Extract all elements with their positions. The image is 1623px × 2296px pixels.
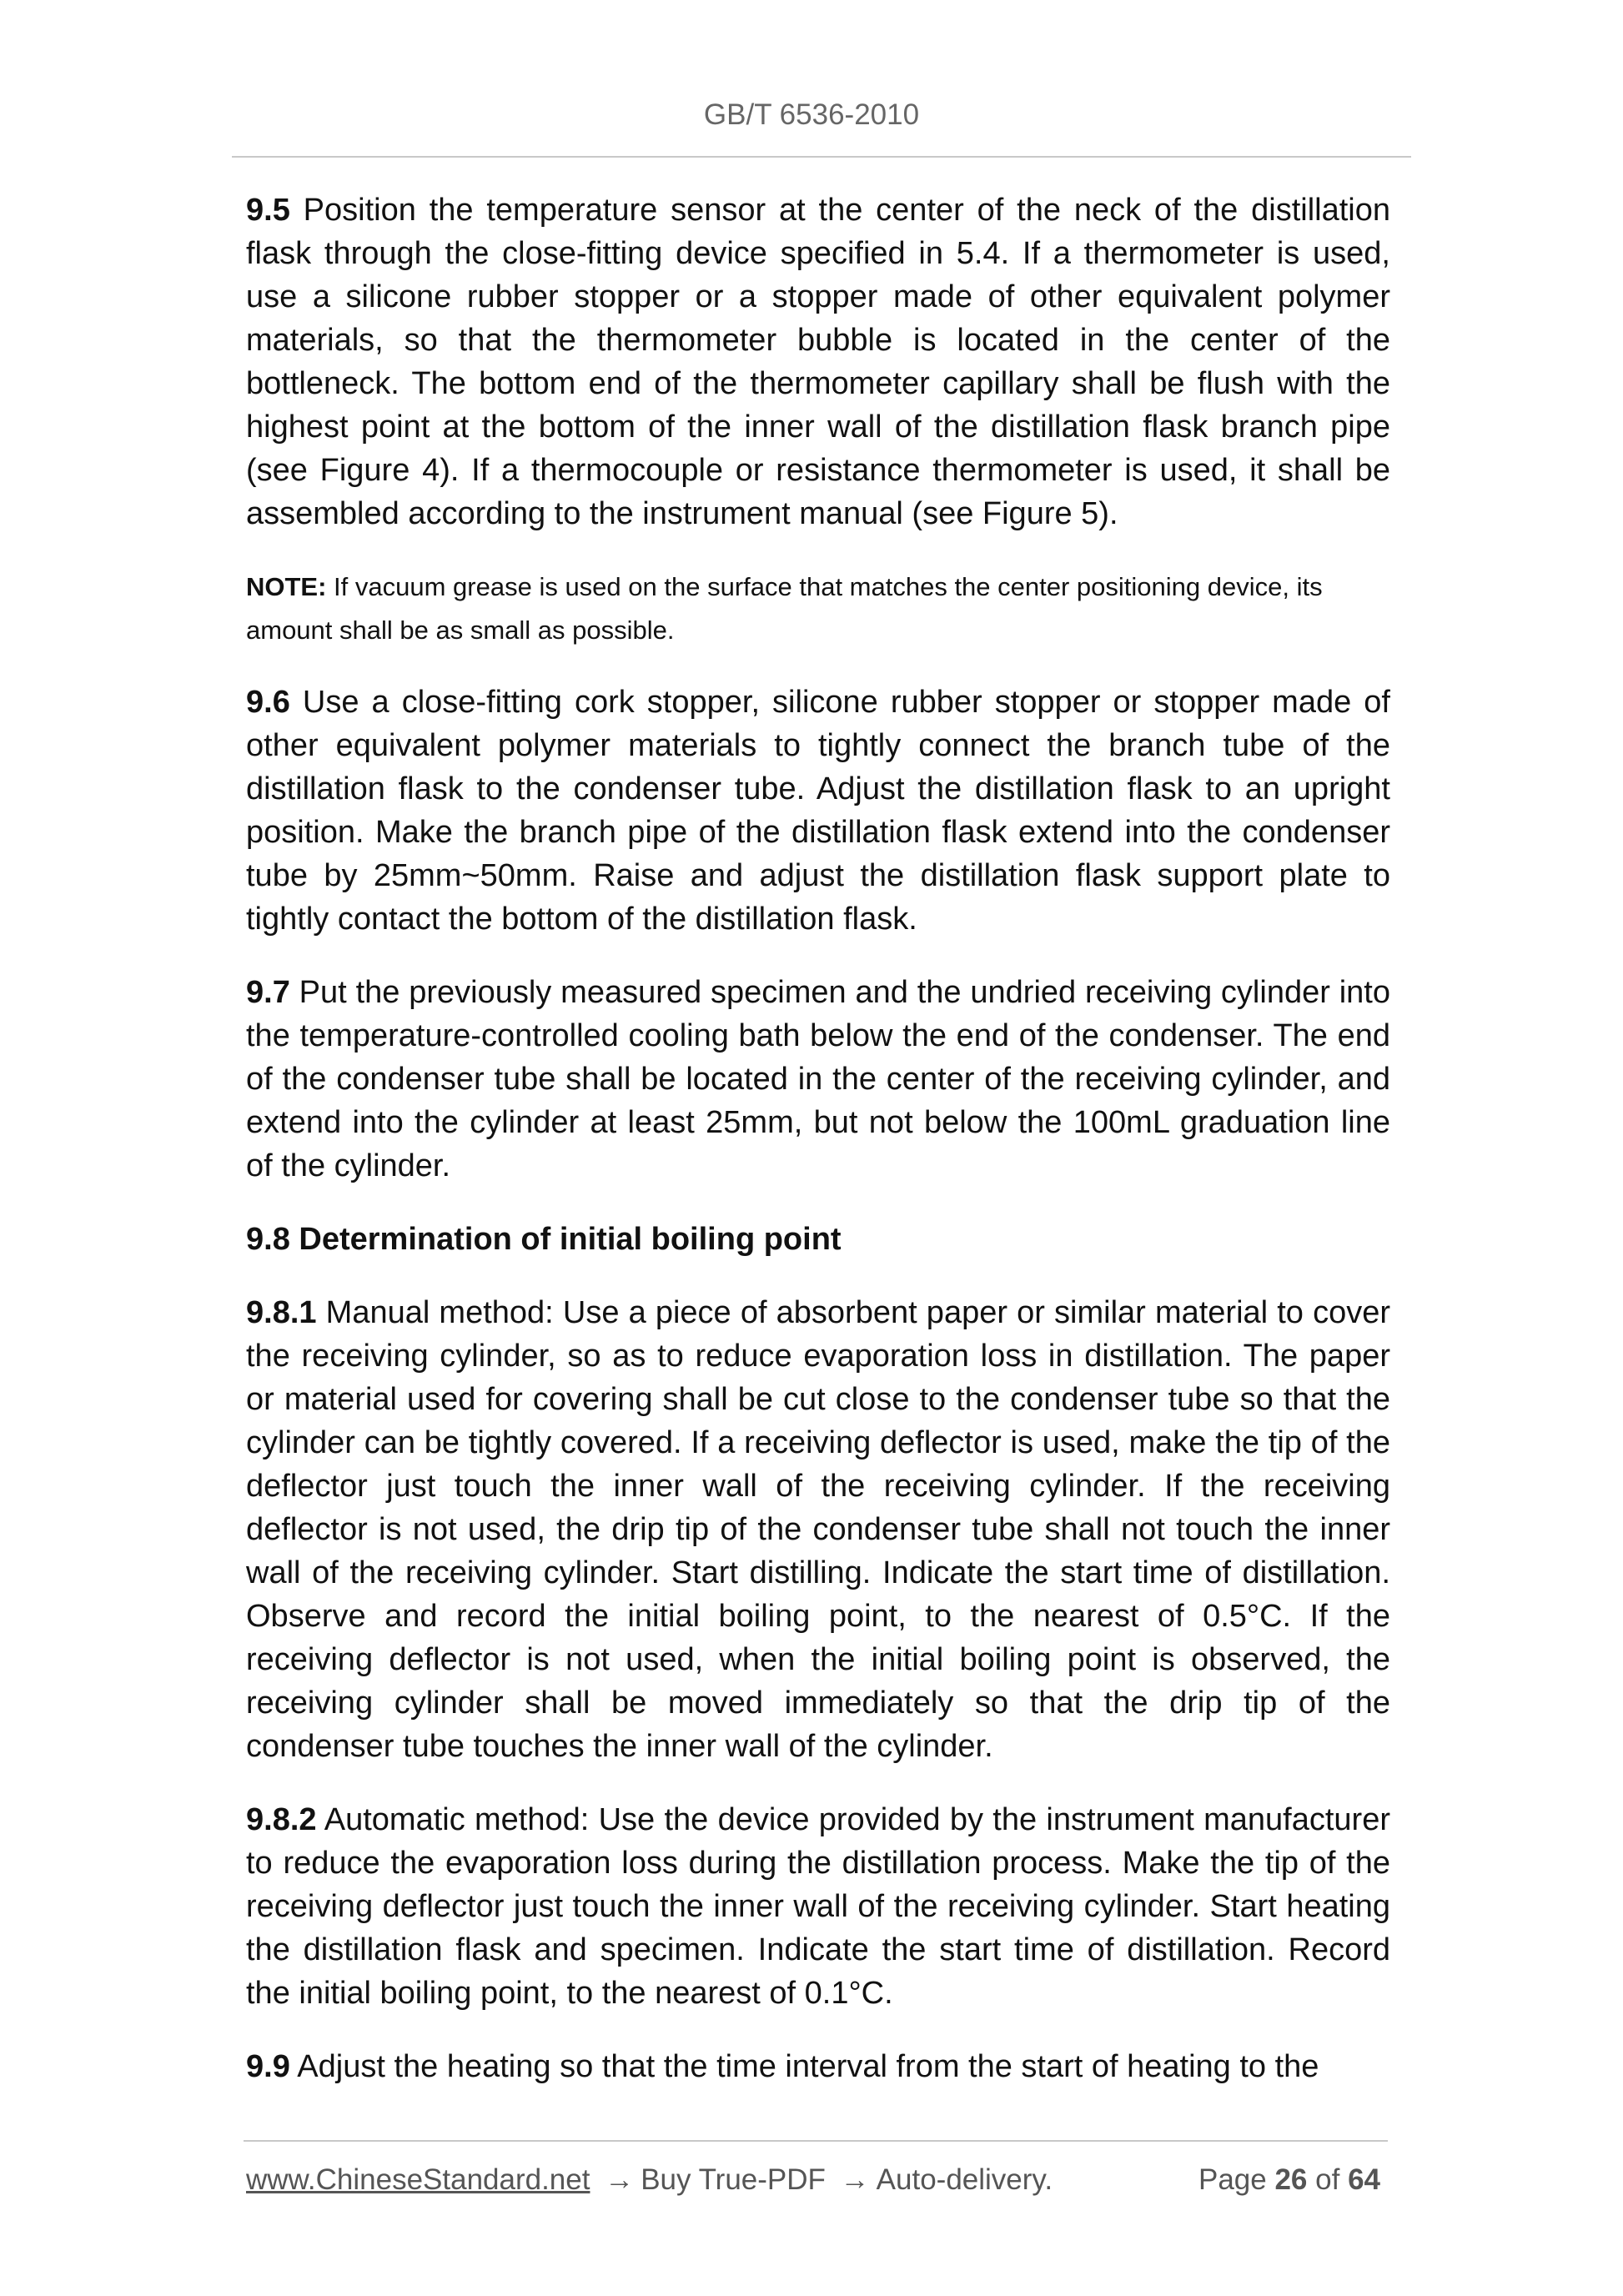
section-9-9 bbox=[246, 2045, 1390, 2088]
page-footer bbox=[246, 2163, 1380, 2197]
document-body bbox=[246, 188, 1390, 2118]
site-link[interactable]: www.ChineseStandard.net bbox=[246, 2163, 590, 2196]
page-total: 64 bbox=[1348, 2163, 1380, 2196]
section-9-8-2 bbox=[246, 1798, 1390, 2015]
page-header: GB/T 6536-2010 bbox=[703, 98, 920, 131]
section-text: Manual method: Use a piece of absorbent paper or similar material to cover the receiving cylinder, so as to reduce evaporation loss in distillation. The paper or material used for covering shall be cut close to the condenser tube so that the cylinder can be tightly covered. If a receiving deflector is used, make the tip of the deflector just touch the inner wall of the receiving cylinder. If the receiving deflector is not used, the drip tip of the condenser tube shall not touch the inner wall of the receiving cylinder. Start distilling. Indicate the start time of distillation. Observe and record the initial boiling point, to the nearest of 0.5°C. If the receiving deflector is not used, when the initial boiling point is observed, the receiving cylinder shall be moved immediately so that the drip tip of the condenser tube touches the inner wall of the cylinder. bbox=[246, 1295, 1390, 1764]
section-number: 9.8.1 bbox=[246, 1295, 317, 1330]
section-text: Put the previously measured specimen and the undried receiving cylinder into the temperature-controlled cooling bath below the end of the condenser. The end of the condenser tube shall be located in the center of the receiving cylinder, and extend into the cylinder at least 25mm, but not below the 100mL graduation line of the cylinder. bbox=[246, 975, 1390, 1183]
section-number: 9.5 bbox=[246, 193, 290, 228]
section-9-8-heading: 9.8 Determination of initial boiling point bbox=[246, 1222, 842, 1257]
note-block bbox=[246, 565, 1390, 652]
section-9-5 bbox=[246, 188, 1390, 535]
section-text: Position the temperature sensor at the center of the neck of the distillation flask through the close-fitting device specified in 5.4. If a thermometer is used, use a silicone rubber stopper or a stopper made of other equivalent polymer materials, so that the thermometer bubble is located in the center of the bottleneck. The bottom end of the thermometer capillary shall be flush with the highest point at the bottom of the inner wall of the distillation flask branch pipe (see Figure 4). If a thermocouple or resistance thermometer is used, it shall be assembled according to the instrument manual (see Figure 5). bbox=[246, 193, 1390, 531]
note-label: NOTE: bbox=[246, 572, 327, 601]
page-current: 26 bbox=[1274, 2163, 1308, 2196]
header-divider bbox=[232, 156, 1411, 158]
page-word: Page bbox=[1198, 2163, 1267, 2196]
of-word: of bbox=[1315, 2163, 1340, 2196]
section-text: Use a close-fitting cork stopper, silicone rubber stopper or stopper made of other equivalent polymer materials to tightly connect the branch tube of the distillation flask to the condenser tube. Adjust the distillation flask to an upright position. Make the branch pipe of the distillation flask extend into the condenser tube by 25mm~50mm. Raise and adjust the distillation flask support plate to tightly contact the bottom of the distillation flask. bbox=[246, 685, 1390, 937]
arrow-right-icon: → bbox=[840, 2163, 870, 2196]
section-9-7 bbox=[246, 971, 1390, 1188]
section-number: 9.7 bbox=[246, 975, 290, 1010]
auto-delivery-text: Auto-delivery. bbox=[876, 2163, 1053, 2196]
page-indicator bbox=[1198, 2163, 1380, 2197]
section-text: Automatic method: Use the device provided by the instrument manufacturer to reduce the evaporation loss during the distillation process. Make the tip of the receiving deflector just touch the inner wall of the receiving cylinder. Start heating the distillation flask and specimen. Indicate the start time of distillation. Record the initial boiling point, to the nearest of 0.1°C. bbox=[246, 1802, 1390, 2011]
section-text: Adjust the heating so that the time interval from the start of heating to the bbox=[289, 2049, 1319, 2084]
section-number: 9.9 bbox=[246, 2049, 290, 2084]
section-number: 9.6 bbox=[246, 685, 290, 720]
section-number: 9.8.2 bbox=[246, 1802, 317, 1837]
section-9-8-1 bbox=[246, 1291, 1390, 1768]
footer-divider bbox=[244, 2140, 1388, 2142]
section-9-6 bbox=[246, 681, 1390, 941]
buy-pdf-text: Buy True-PDF bbox=[641, 2163, 826, 2196]
note-text: If vacuum grease is used on the surface that matches the center positioning device, its amount shall be as small as possible. bbox=[246, 572, 1323, 645]
arrow-right-icon: → bbox=[605, 2163, 635, 2196]
